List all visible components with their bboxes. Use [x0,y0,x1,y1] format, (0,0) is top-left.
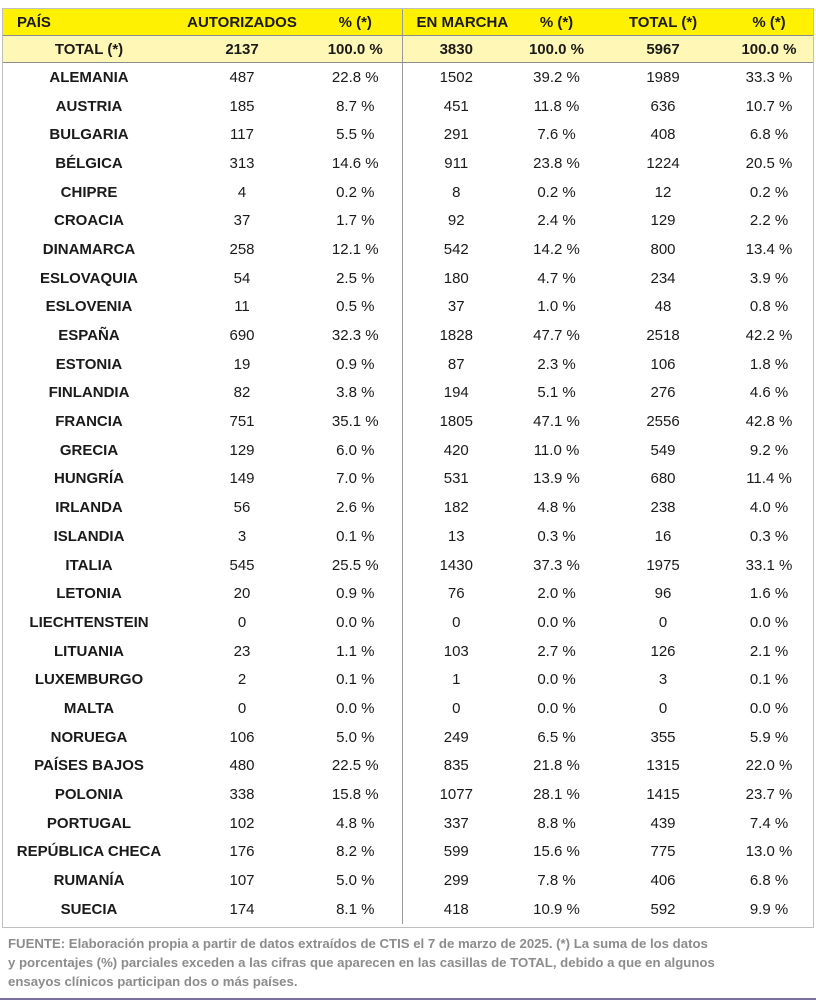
header-country: PAÍS [3,9,175,36]
authorized-pct: 4.8 % [309,809,402,838]
authorized-pct: 2.5 % [309,264,402,293]
country-name: BULGARIA [49,126,129,144]
total-ongoing-pct: 100.0 % [510,36,603,63]
authorized-pct: 12.1 % [309,235,402,264]
total-pct: 13.4 % [745,240,793,258]
table-row [3,866,814,895]
ongoing-count: 420 [443,441,469,459]
authorized-pct: 1.7 % [309,206,402,235]
table-row [3,780,814,809]
total-count: 680 [650,470,676,488]
country-name: ESTONIA [55,355,123,373]
total-count: 355 [650,728,676,746]
ongoing-pct: 2.3 % [537,355,576,373]
table-row [3,723,814,752]
table-row [3,895,814,924]
footnote-line: y porcentajes (%) parciales exceden a las cifras que aparecen en las casillas de TOTAL, debido a que en algunos [8,955,715,970]
authorized-pct: 32.3 % [309,321,402,350]
country-name: RUMANÍA [53,872,125,890]
table-row [3,379,814,408]
ongoing-count: 8 [452,183,461,201]
country-name: DINAMARCA [42,240,136,258]
authorized-count: 129 [229,441,255,459]
table-row [3,838,814,867]
authorized-pct: 0.0 % [309,608,402,637]
total-authorized-pct: 100.0 % [309,36,402,63]
authorized-count: 690 [229,327,255,345]
ongoing-pct: 13.9 % [533,470,580,488]
total-count: 592 [650,900,676,918]
total-pct: 22.0 % [745,757,793,775]
total-count: 106 [650,355,676,373]
total-pct: 33.1 % [745,556,793,574]
authorized-count: 3 [237,527,247,545]
total-pct: 2.2 % [749,212,789,230]
total-pct: 9.9 % [749,900,789,918]
total-count: 238 [650,499,676,517]
table-row [3,752,814,781]
total-count: 96 [654,585,672,603]
ongoing-count: 1828 [439,327,473,345]
ongoing-count: 76 [447,585,465,603]
total-count: 775 [650,843,676,861]
ongoing-pct: 14.2 % [533,240,580,258]
total-count: 1315 [646,757,680,775]
authorized-count: 82 [233,384,251,402]
ongoing-count: 599 [443,843,469,861]
authorized-count: 174 [229,900,255,918]
authorized-pct: 5.0 % [309,723,402,752]
ongoing-pct: 4.8 % [537,499,576,517]
authorized-count: 102 [229,814,255,832]
ongoing-count: 92 [447,212,465,230]
country-name: NORUEGA [50,728,128,746]
total-count: 0 [658,699,668,717]
country-name: ISLANDIA [53,527,125,545]
table-row [3,178,814,207]
total-pct: 0.2 % [749,183,789,201]
total-pct: 0.8 % [749,298,789,316]
country-name: FINLANDIA [48,384,130,402]
ongoing-pct: 2.0 % [537,585,576,603]
ongoing-count: 451 [443,97,469,115]
header-ongoing-pct: % (*) [510,9,603,36]
country-name: FRANCIA [55,413,123,431]
ongoing-count: 194 [443,384,469,402]
total-pct: 11.4 % [746,470,792,488]
footnote-line: FUENTE: Elaboración propia a partir de datos extraídos de CTIS el 7 de marzo de 2025. (*) La suma de los datos [8,936,708,951]
country-name: LETONIA [56,585,122,603]
ongoing-count: 1502 [439,68,473,86]
total-pct: 6.8 % [749,872,789,890]
ongoing-pct: 1.0 % [537,298,576,316]
authorized-pct: 0.9 % [309,350,402,379]
ongoing-pct: 0.0 % [537,613,576,631]
ongoing-pct: 37.3 % [533,556,580,574]
authorized-count: 107 [229,872,255,890]
country-name: HUNGRÍA [54,470,124,488]
ongoing-pct: 5.1 % [537,384,576,402]
authorized-pct: 14.6 % [309,149,402,178]
table-row [3,235,814,264]
table-header-row [3,9,814,36]
authorized-count: 11 [234,298,250,316]
total-count: 1415 [646,786,680,804]
authorized-pct: 1.1 % [309,637,402,666]
authorized-count: 19 [233,355,251,373]
authorized-count: 149 [229,470,255,488]
table-row [3,522,814,551]
authorized-count: 313 [229,154,255,172]
authorized-pct: 0.1 % [309,522,402,551]
header-authorized-pct: % (*) [309,9,402,36]
total-pct: 5.9 % [749,728,789,746]
ongoing-count: 103 [443,642,469,660]
countries-table [3,9,814,924]
authorized-count: 176 [229,843,255,861]
table-row [3,465,814,494]
total-pct: 4.0 % [749,499,789,517]
country-name: GRECIA [59,441,119,459]
total-count: 2518 [646,327,680,345]
country-name: AUSTRIA [55,97,123,115]
table-row [3,407,814,436]
total-pct: 0.1 % [749,671,789,689]
ongoing-count: 249 [443,728,469,746]
total-pct: 20.5 % [745,154,793,172]
country-name: LUXEMBURGO [34,671,144,689]
authorized-pct: 0.1 % [309,665,402,694]
country-name: ITALIA [65,556,113,574]
country-name: LITUANIA [54,642,124,660]
authorized-pct: 0.0 % [309,694,402,723]
total-pct: 2.1 % [749,642,789,660]
table-row [3,293,814,322]
ongoing-pct: 0.3 % [537,527,576,545]
total-count: 636 [650,97,676,115]
ongoing-pct: 0.2 % [537,183,576,201]
ongoing-pct: 2.7 % [537,642,576,660]
total-count: 0 [658,613,668,631]
ongoing-count: 1077 [439,786,473,804]
header-ongoing: EN MARCHA [402,9,510,36]
authorized-pct: 8.1 % [309,895,402,924]
ongoing-pct: 7.8 % [537,872,576,890]
total-pct: 42.8 % [745,413,793,431]
authorized-count: 185 [229,97,255,115]
ongoing-count: 835 [443,757,469,775]
ongoing-pct: 21.8 % [533,757,580,775]
ongoing-count: 87 [447,355,465,373]
country-name: ESLOVENIA [45,298,133,316]
ongoing-pct: 4.7 % [537,269,576,287]
ongoing-pct: 6.5 % [537,728,576,746]
ongoing-count: 337 [443,814,469,832]
table-row [3,350,814,379]
authorized-pct: 0.2 % [309,178,402,207]
authorized-pct: 7.0 % [309,465,402,494]
total-pct: 42.2 % [745,327,793,345]
ongoing-pct: 11.0 % [533,441,580,459]
table-row [3,493,814,522]
authorized-count: 0 [237,699,247,717]
total-pct: 1.6 % [749,585,789,603]
table-row [3,665,814,694]
ongoing-count: 0 [452,699,461,717]
total-pct: 9.2 % [749,441,789,459]
table-row [3,321,814,350]
table-row [3,264,814,293]
total-count: 3 [658,671,668,689]
ongoing-count: 0 [452,613,461,631]
authorized-pct: 5.5 % [309,120,402,149]
table-row [3,608,814,637]
total-pct: 13.0 % [745,843,793,861]
ongoing-count: 182 [443,499,469,517]
authorized-pct: 15.8 % [309,780,402,809]
total-count: 12 [654,183,672,201]
table-row [3,63,814,92]
table-row [3,637,814,666]
ongoing-pct: 2.4 % [537,212,576,230]
table-row [3,92,814,121]
total-pct: 4.6 % [749,384,789,402]
authorized-count: 258 [229,240,255,258]
table-row [3,206,814,235]
authorized-count: 480 [229,757,255,775]
total-count: 1975 [646,556,680,574]
total-total-pct: 100.0 % [723,36,814,63]
ongoing-pct: 39.2 % [533,68,580,86]
authorized-count: 37 [233,212,251,230]
total-pct: 6.8 % [749,126,789,144]
total-row [3,36,814,63]
authorized-count: 20 [233,585,251,603]
authorized-pct: 8.7 % [309,92,402,121]
total-pct: 0.0 % [749,699,789,717]
country-name: CHIPRE [60,183,118,201]
total-total: 5967 [603,36,723,63]
ongoing-pct: 10.9 % [533,900,580,918]
total-pct: 1.8 % [749,355,789,373]
table-row [3,436,814,465]
authorized-pct: 6.0 % [309,436,402,465]
authorized-count: 54 [233,269,251,287]
ongoing-count: 1430 [439,556,473,574]
authorized-pct: 0.5 % [309,293,402,322]
authorized-count: 117 [230,126,254,144]
total-pct: 7.4 % [749,814,789,832]
country-name: LIECHTENSTEIN [29,613,149,631]
authorized-count: 56 [233,499,251,517]
total-count: 234 [650,269,676,287]
country-name: POLONIA [54,786,124,804]
total-count: 129 [650,212,676,230]
total-count: 48 [654,298,672,316]
table-row [3,551,814,580]
total-count: 406 [650,872,676,890]
country-name: CROACIA [54,212,124,230]
authorized-pct: 22.5 % [309,752,402,781]
total-count: 126 [650,642,676,660]
table-row [3,149,814,178]
total-count: 439 [650,814,676,832]
ongoing-count: 542 [443,240,469,258]
total-count: 16 [654,527,672,545]
table-row [3,120,814,149]
total-count: 549 [650,441,676,459]
country-name: BÉLGICA [55,154,123,172]
table-row [3,694,814,723]
ongoing-pct: 8.8 % [537,814,576,832]
total-count: 1224 [646,154,680,172]
total-label: TOTAL (*) [3,36,175,63]
authorized-count: 338 [229,786,255,804]
table-row [3,809,814,838]
total-ongoing: 3830 [402,36,510,63]
ongoing-count: 1805 [439,413,473,431]
ongoing-count: 180 [443,269,469,287]
country-name: MALTA [63,699,115,717]
total-pct: 33.3 % [745,68,793,86]
authorized-pct: 8.2 % [309,838,402,867]
authorized-pct: 0.9 % [309,579,402,608]
total-count: 1989 [646,68,680,86]
header-total-pct: % (*) [723,9,814,36]
authorized-count: 23 [233,642,251,660]
country-name: ALEMANIA [49,68,129,86]
total-count: 408 [650,126,676,144]
ongoing-count: 911 [444,154,469,172]
footnote-line: ensayos clínicos participan dos o más países. [8,974,298,989]
total-authorized: 2137 [175,36,309,63]
ongoing-pct: 47.7 % [533,327,580,345]
ongoing-pct: 7.6 % [537,126,576,144]
ongoing-pct: 11.8 % [533,97,580,115]
ongoing-pct: 28.1 % [533,786,580,804]
total-pct: 0.0 % [749,613,789,631]
country-name: IRLANDA [55,499,123,517]
total-pct: 23.7 % [745,786,793,804]
country-name: REPÚBLICA CHECA [16,843,162,861]
country-name: ESPAÑA [58,327,120,345]
ongoing-count: 531 [443,470,469,488]
total-pct: 0.3 % [749,527,789,545]
total-pct: 10.7 % [745,97,793,115]
total-count: 2556 [646,413,680,431]
authorized-pct: 35.1 % [309,407,402,436]
ongoing-count: 1 [452,671,461,689]
table-row [3,579,814,608]
authorized-count: 545 [229,556,255,574]
authorized-count: 0 [237,613,247,631]
ongoing-count: 37 [447,298,465,316]
authorized-count: 4 [237,183,247,201]
country-name: ESLOVAQUIA [39,269,139,287]
ongoing-pct: 0.0 % [537,699,576,717]
ongoing-pct: 0.0 % [537,671,576,689]
header-total: TOTAL (*) [603,9,723,36]
country-name: SUECIA [60,900,118,918]
authorized-pct: 3.8 % [309,379,402,408]
authorized-pct: 5.0 % [309,866,402,895]
authorized-pct: 22.8 % [309,63,402,92]
country-name: PORTUGAL [46,814,132,832]
ongoing-count: 299 [443,872,469,890]
authorized-count: 2 [237,671,247,689]
authorized-count: 487 [229,68,255,86]
country-name: PAÍSES BAJOS [34,757,144,775]
footnote [8,934,808,991]
ongoing-pct: 23.8 % [533,154,580,172]
authorized-pct: 2.6 % [309,493,402,522]
total-count: 800 [650,240,676,258]
total-count: 276 [650,384,676,402]
ongoing-count: 418 [443,900,469,918]
ongoing-count: 291 [443,126,469,144]
authorized-pct: 25.5 % [309,551,402,580]
ongoing-pct: 47.1 % [533,413,580,431]
countries-table-container [2,8,814,928]
authorized-count: 751 [229,413,255,431]
total-pct: 3.9 % [749,269,789,287]
ongoing-count: 13 [447,527,465,545]
ongoing-pct: 15.6 % [533,843,580,861]
header-authorized: AUTORIZADOS [175,9,309,36]
authorized-count: 106 [229,728,255,746]
